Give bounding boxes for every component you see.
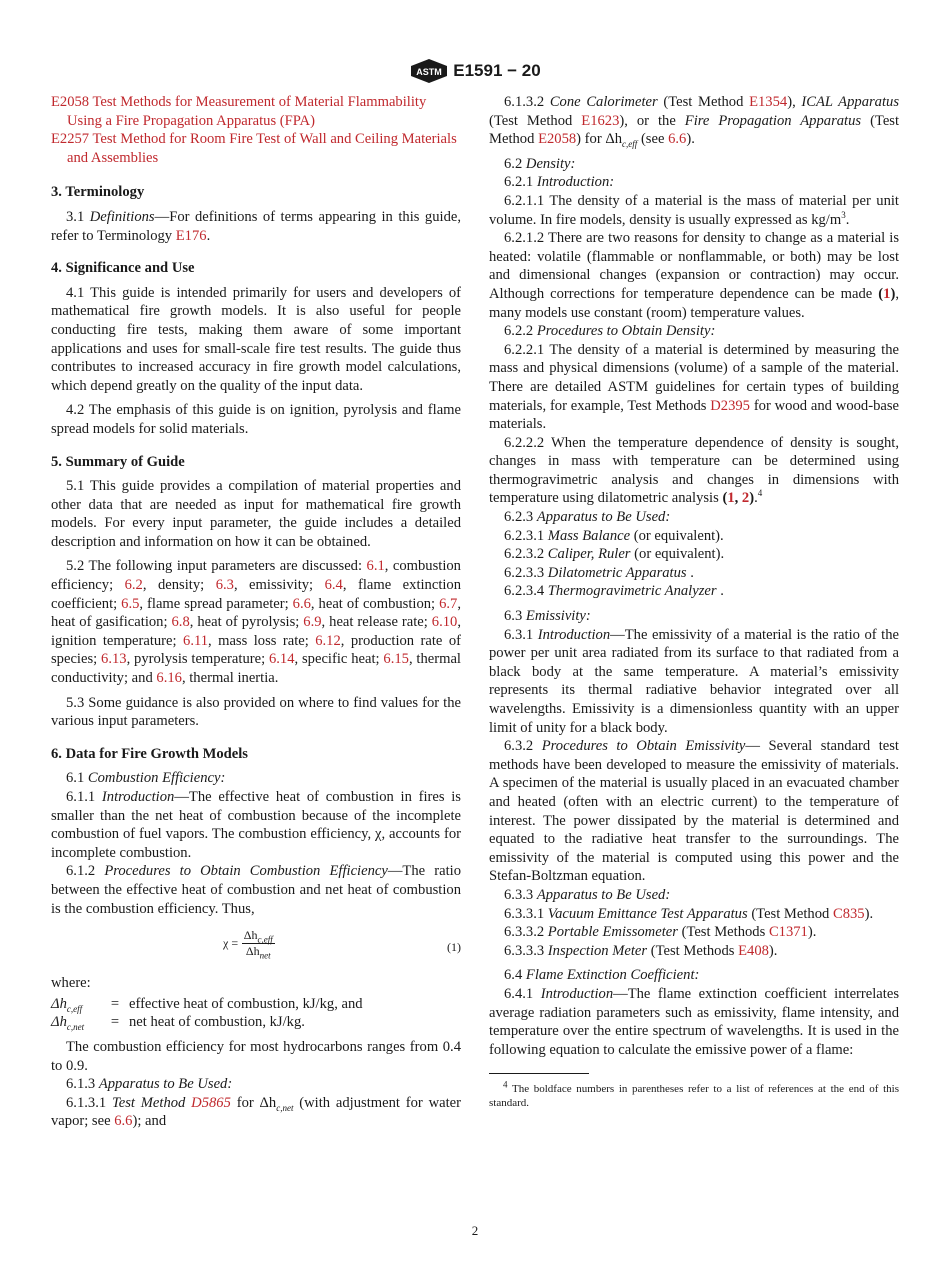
parameter-name: , density; (142, 577, 205, 594)
subsection-title: 6.2.1 Introduction: (504, 174, 615, 191)
definition-row: $\Delta h_{c,eff}$ = effective heat of combustion, kJ/kg, and (51, 995, 363, 1014)
paragraph: 5.3 Some guidance is also provided on where to find values for the various input parameters. (51, 694, 461, 730)
section-link[interactable]: 6.6 (292, 595, 311, 612)
reference-link[interactable]: D5865 (191, 1094, 231, 1111)
astm-logo-icon (409, 58, 449, 84)
section-heading: 6. Data for Fire Growth Models (51, 745, 248, 762)
parameter-name: , thermal inertia. (181, 670, 279, 687)
subsection-title: 6.2 Density: (504, 155, 576, 172)
reference-link[interactable]: E2257 (51, 131, 90, 148)
parameter-list-paragraph: 5.2 The following input parameters are discussed: 6.1, combustion efficiency; 6.2, density; 6.3, emissivity; 6.4, flame extinction coefficient; 6.5, flame spread parameter; 6.6, heat of combustion; 6.7, heat of gasification; 6.8, heat of pyrolysis; 6.9, heat release rate; 6.10, ignition temperature; 6.11, mass loss rate; 6.12, production rate of species; 6.13, pyrolysis temperature; 6.14, specific heat; 6.15, thermal conductivity; and 6.16, thermal inertia. (51, 558, 462, 687)
list-item: 6.3.3.3 Inspection Meter (Test Methods E408). (504, 942, 778, 959)
page-number: 2 (471, 1223, 479, 1238)
section-link[interactable]: 6.1 (366, 558, 385, 575)
reference-title[interactable]: Test Methods for Measurement of Material Flammability Using a Fire Propagation Apparatus (FPA) (67, 94, 427, 129)
section-link[interactable]: 6.3 (215, 577, 234, 594)
subsection-title: 6.4 Flame Extinction Coefficient: (504, 967, 700, 984)
page-header (0, 58, 950, 84)
section-link[interactable]: 6.8 (171, 614, 190, 631)
paragraph: 3.1 Definitions—For definitions of terms appearing in this guide, refer to Terminology E176. (51, 208, 461, 244)
equation-number: (1) (447, 940, 461, 955)
footnote: $^4$ The boldface numbers in parentheses refer to a list of references at the end of this standard. (489, 1079, 899, 1110)
citation-link[interactable]: 2 (741, 490, 750, 507)
section-heading: 5. Summary of Guide (51, 453, 185, 470)
section-link[interactable]: 6.9 (303, 614, 322, 631)
parameter-name: , ignition temperature; (51, 614, 461, 649)
section-link[interactable]: 6.15 (383, 651, 409, 668)
list-item: 6.2.3.4 Thermogravimetric Analyzer . (504, 583, 724, 600)
equation-1: χ = $\Delta h_{c,eff}$ $\Delta h_{net}$ (1) (223, 928, 461, 961)
subsection-title: 6.2.2 Procedures to Obtain Density: (504, 323, 716, 340)
section-heading: 4. Significance and Use (51, 260, 195, 277)
parameter-name: , heat release rate; (321, 614, 428, 631)
paragraph: 6.2.2.1 The density of a material is determined by measuring the mass and physical dimensions (volume) of a sample of the material. There are detailed ASTM guidelines for certain types of building materials, for example, Test Methods D2395 for wood and wood-base materials. (489, 341, 900, 433)
parameter-name: , combustion efficiency; (51, 558, 461, 594)
reference-item (51, 130, 461, 167)
paragraph: 6.1.3.2 Cone Calorimeter (Test Method E1354), ICAL Apparatus (Test Method E1623), or the Fire Propagation Apparatus (Test Method E2058) for $\Delta h_{c,eff}$ (see 6.6). (489, 94, 900, 150)
paragraph: 4.2 The emphasis of this guide is on ignition, pyrolysis and flame spread models for solid materials. (51, 402, 461, 437)
section-heading: 3. Terminology (51, 184, 145, 201)
paragraph: 5.1 This guide provides a compilation of material properties and other data that are needed as input for mathematical fire growth models. For every input parameter, the guide includes a detailed description and information on how it can be obtained. (51, 478, 461, 550)
paragraph: 6.2.1.1 The density of a material is the mass of material per unit volume. In fire models, density is usually expressed as $kg/m^3$. (489, 192, 899, 228)
subsection-title: 6.1 Combustion Efficiency: (66, 770, 226, 787)
paragraph: 6.3.2 Procedures to Obtain Emissivity— Several standard test methods have been developed to measure the emissivity of materials. A specimen of the material is usually placed in an evacuated chamber and heated (often with an electric current) to the temperature of interest. The power dissipated by the material is determined and equated to the radiative heat transfer to the surroundings. The emissivity of the material is computed using this power and the Stefan-Boltzman equation. (489, 738, 899, 885)
list-item: 6.2.3.2 Caliper, Ruler (or equivalent). (504, 546, 725, 563)
section-link[interactable]: 6.7 (439, 595, 458, 612)
paragraph: 6.1.2 Procedures to Obtain Combustion Efficiency—The ratio between the effective heat of combustion and net heat of combustion is the combustion efficiency. Thus, (51, 863, 461, 917)
reference-link[interactable]: E176 (175, 227, 207, 244)
reference-link[interactable]: 6.6 (114, 1113, 133, 1130)
reference-link[interactable]: 6.6 (668, 131, 687, 148)
section-link[interactable]: 6.16 (156, 670, 182, 687)
definition-row: $\Delta h_{c,net}$ = net heat of combustion, kJ/kg. (51, 1014, 305, 1033)
paragraph: 6.1.1 Introduction—The effective heat of combustion in fires is smaller than the net heat of combustion because of the incomplete combustion of fuel vapors. The combustion efficiency, χ, accounts for incomplete combustion. (51, 789, 461, 861)
subsection-title: 6.3.3 Apparatus to Be Used: (504, 886, 671, 903)
section-link[interactable]: 6.10 (431, 614, 458, 631)
section-link[interactable]: 6.14 (268, 651, 295, 668)
paragraph: 4.1 This guide is intended primarily for users and developers of mathematical fire growth models. It is also useful for people conducting fire tests, making them aware of some important applications and uses for small-scale fire test results. The guide thus contributes to increased accuracy in fire growth model calculations, which depend greatly on the quality of the input data. (51, 284, 461, 394)
citation-link[interactable]: 1 (883, 285, 891, 302)
citation-link[interactable]: 1 (727, 490, 735, 507)
reference-link[interactable]: E2058 (538, 131, 577, 148)
list-item: 6.2.3.1 Mass Balance (or equivalent). (504, 527, 724, 544)
reference-link[interactable]: E1354 (749, 94, 788, 110)
paragraph: The combustion efficiency for most hydrocarbons ranges from 0.4 to 0.9. (51, 1038, 461, 1074)
paragraph: 6.1.3.1 Test Method D5865 for $\Delta h_{c,net}$ (with adjustment for water vapor; see 6.6); and (51, 1094, 461, 1130)
left-column (51, 93, 461, 1131)
parameter-name: , thermal conductivity; (51, 651, 461, 687)
definition-list (51, 995, 461, 1032)
parameter-name: , specific heat; (294, 651, 380, 668)
section-link[interactable]: 6.11 (183, 632, 209, 649)
standard-designation: E1591 − 20 (453, 60, 541, 80)
reference-link[interactable]: E408 (738, 942, 769, 959)
reference-link[interactable]: C1371 (768, 924, 808, 941)
parameter-name: , production rate of species; (51, 632, 461, 668)
footnote-rule (489, 1073, 589, 1074)
subsection-title: 6.2.3 Apparatus to Be Used: (504, 509, 671, 526)
parameter-name: , mass loss rate; (208, 632, 309, 649)
parameter-name: , heat of gasification; (51, 595, 461, 631)
section-link[interactable]: 6.12 (315, 632, 341, 649)
list-item: 6.2.3.3 Dilatometric Apparatus . (504, 564, 694, 581)
where-label: where: (51, 975, 91, 992)
paragraph: 6.4.1 Introduction—The flame extinction coefficient interrelates average radiation parameters such as emissivity, flame intensity, and temperature over the entire spectrum of wavelengths. It is used in the following equation to calculate the emissive power of a flame: (489, 985, 899, 1058)
right-column (489, 93, 899, 1110)
svg-text:ASTM: ASTM (416, 67, 443, 77)
subsection-title: 6.1.3 Apparatus to Be Used: (66, 1076, 233, 1093)
parameter-name: , flame spread parameter; (139, 595, 289, 612)
footnote-marker: 4 (757, 488, 763, 499)
parameter-name: , heat of pyrolysis; (189, 614, 300, 631)
list-item: 6.3.3.1 Vacuum Emittance Test Apparatus (Test Method C835). (504, 905, 874, 922)
reference-link[interactable]: E2058 (51, 94, 90, 110)
reference-link[interactable]: E1623 (581, 112, 620, 129)
reference-link[interactable]: C835 (832, 905, 865, 922)
parameter-name: , heat of combustion; (310, 595, 436, 612)
paragraph: 6.2.2.2 When the temperature dependence of density is sought, changes in mass with temperature can be determined using thermogravimetric analysis and changes in dimensions with temperature using dilatometric analysis (1, 2).$^4$ (489, 434, 899, 507)
section-link[interactable]: 6.2 (124, 577, 143, 594)
reference-item (51, 93, 461, 130)
paragraph: 6.2.1.2 There are two reasons for density to change as a material is heated: volatile (flammable or nonflammable, or both) may be lost and dimensional changes (expansion or contraction) may occur. Although corrections for temperature dependence can be made (1), many models use constant (room) temperature values. (489, 230, 899, 321)
section-link[interactable]: 6.13 (101, 651, 127, 668)
section-link[interactable]: 6.5 (121, 595, 140, 612)
reference-link[interactable]: D2395 (710, 397, 750, 414)
paragraph: 6.3.1 Introduction—The emissivity of a material is the ratio of the power per unit area radiated from its surface to that radiated from a black body at the same temperature. A material’s emissivity represents its thermal radiative behavior integrated over all wavelengths. Emissivity is a dimensionless quantity with an upper limit of unity for a black body. (489, 626, 899, 736)
parameter-name: , pyrolysis temperature; (126, 651, 266, 668)
subsection-title: 6.3 Emissivity: (504, 608, 591, 625)
parameter-name: , emissivity; (233, 577, 314, 594)
section-link[interactable]: 6.4 (324, 577, 343, 594)
parameter-name: , flame extinction coefficient; (51, 577, 462, 612)
list-item: 6.3.3.2 Portable Emissometer (Test Methods C1371). (504, 924, 817, 941)
reference-title[interactable]: Test Method for Room Fire Test of Wall and Ceiling Materials and Assemblies (67, 131, 457, 166)
